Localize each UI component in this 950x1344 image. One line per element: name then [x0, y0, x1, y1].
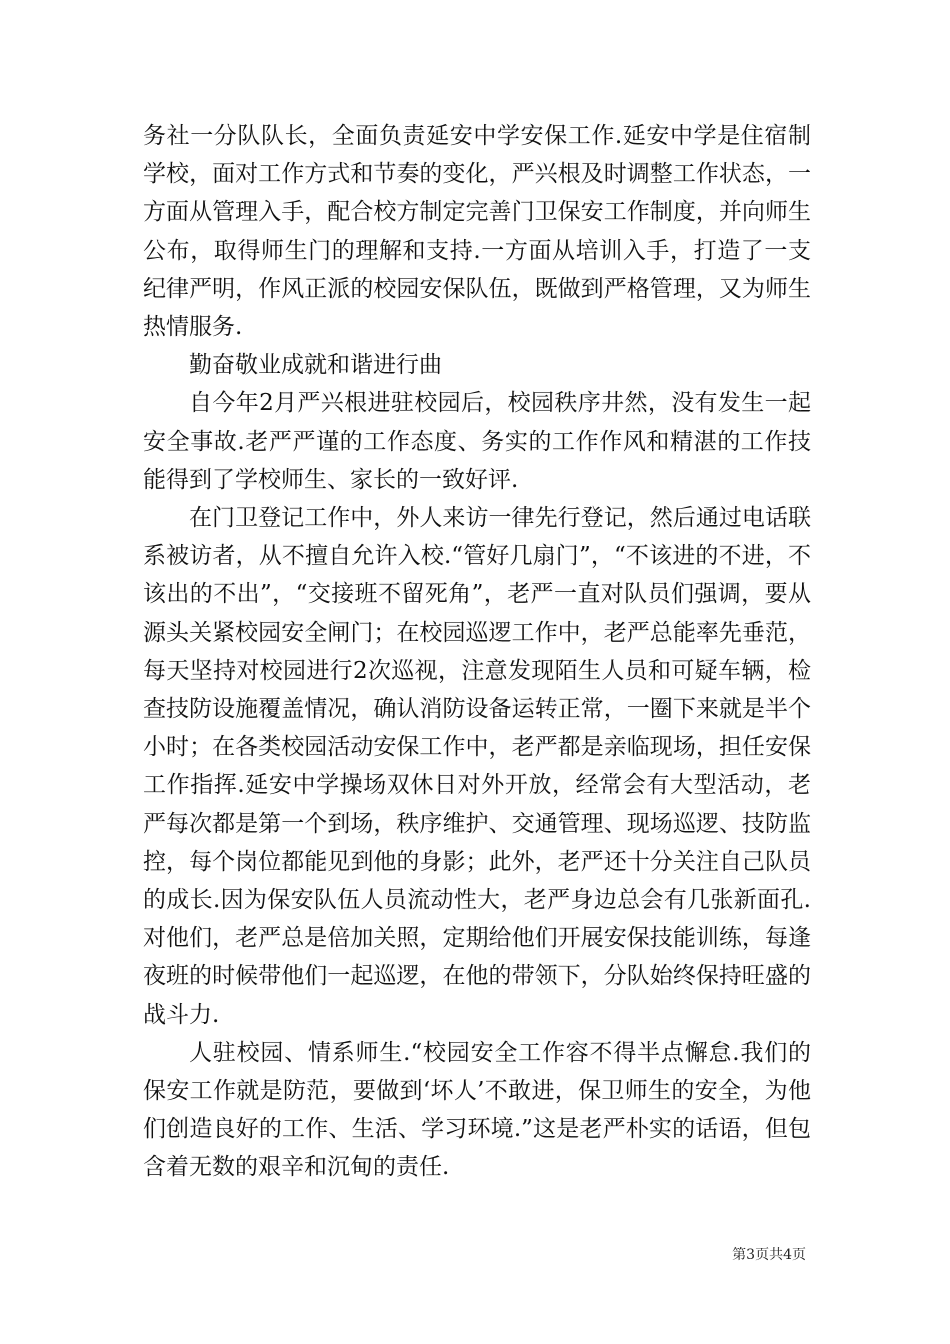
- paragraph: 人驻校园、情系师生.“校园安全工作容不得半点懈怠.我们的保安工作就是防范，要做到‘坏人’不敢进，保卫师生的安全，为他们创造良好的工作、生活、学习环境.”这是老严朴实的话语，但包含着无数的艰辛和沉甸的责任.: [143, 1039, 811, 1181]
- paragraph: 自今年2月严兴根进驻校园后，校园秩序井然，没有发生一起安全事故.老严严谨的工作态度、务实的工作作风和精湛的工作技能得到了学校师生、家长的一致好评.: [143, 390, 811, 493]
- document-body: [143, 117, 811, 1187]
- paragraph: 在门卫登记工作中，外人来访一律先行登记，然后通过电话联系被访者，从不擅自允许入校.“管好几扇门”，“不该进的不进，不该出的不出”，“交接班不留死角”，老严一直对队员们强调，要从源头关紧校园安全闸门；在校园巡逻工作中，老严总能率先垂范，每天坚持对校园进行2次巡视，注意发现陌生人员和可疑车辆，检查技防设施覆盖情况，确认消防设备运转正常，一圈下来就是半个小时；在各类校园活动安保工作中，老严都是亲临现场，担任安保工作指挥.延安中学操场双休日对外开放，经常会有大型活动，老严每次都是第一个到场，秩序维护、交通管理、现场巡逻、技防监控，每个岗位都能见到他的身影；此外，老严还十分关注自己队员的成长.因为保安队伍人员流动性大，老严身边总会有几张新面孔.对他们，老严总是倍加关照，定期给他们开展安保技能训练，每逢夜班的时候带他们一起巡逻，在他的带领下，分队始终保持旺盛的战斗力.: [143, 505, 811, 1028]
- page-number: 第3页共4页: [732, 1247, 806, 1263]
- paragraph-continued: 务社一分队队长，全面负责延安中学安保工作.延安中学是住宿制学校，面对工作方式和节奏的变化，严兴根及时调整工作状态，一方面从管理入手，配合校方制定完善门卫保安工作制度，并向师生公布，取得师生门的理解和支持.一方面从培训入手，打造了一支纪律严明，作风正派的校园安保队伍，既做到严格管理，又为师生热情服务.: [143, 123, 811, 341]
- section-heading: 勤奋敬业成就和谐进行曲: [189, 352, 442, 379]
